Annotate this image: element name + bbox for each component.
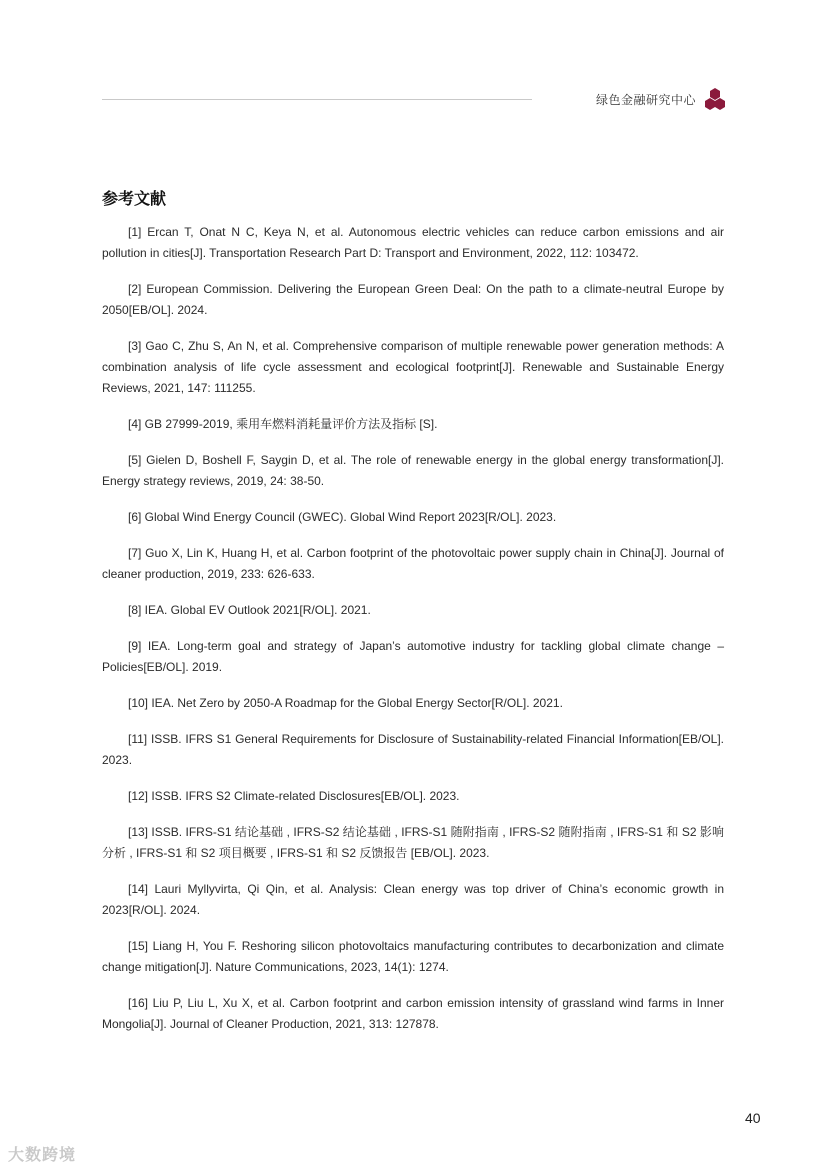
reference-item: [13] ISSB. IFRS-S1 结论基础 , IFRS-S2 结论基础 , IFRS-S1 随附指南 , IFRS-S2 随附指南 , IFRS-S1 和 S2 影响分析 , IFRS-S1 和 S2 项目概要 , IFRS-S1 和 S2 反馈报告 [EB/OL]. 2023. [102, 825, 724, 860]
reference-item: [11] ISSB. IFRS S1 General Requirements for Disclosure of Sustainability-related Financial Information[EB/OL]. 2023. [102, 732, 724, 767]
reference-item: [1] Ercan T, Onat N C, Keya N, et al. Autonomous electric vehicles can reduce carbon emissions and air pollution in cities[J]. Transportation Research Part D: Transport and Environment, 2022, 112: 103472. [102, 225, 724, 260]
org-name: 绿色金融研究中心 [596, 93, 697, 107]
watermark: 大数跨境 [8, 1147, 77, 1164]
reference-item: [14] Lauri Myllyvirta, Qi Qin, et al. Analysis: Clean energy was top driver of China’s economic growth in 2023[R/OL]. 2024. [102, 882, 724, 917]
reference-item: [7] Guo X, Lin K, Huang H, et al. Carbon footprint of the photovoltaic power supply chain in China[J]. Journal of cleaner production, 2019, 233: 626-633. [102, 546, 724, 581]
reference-item: [9] IEA. Long-term goal and strategy of Japan’s automotive industry for tackling global climate change – Policies[EB/OL]. 2019. [102, 639, 724, 674]
page-number: 40 [745, 1110, 761, 1126]
reference-item: [2] European Commission. Delivering the European Green Deal: On the path to a climate-neutral Europe by 2050[EB/OL]. 2024. [102, 282, 724, 317]
reference-item: [10] IEA. Net Zero by 2050-A Roadmap for the Global Energy Sector[R/OL]. 2021. [128, 696, 563, 710]
reference-item: [3] Gao C, Zhu S, An N, et al. Comprehensive comparison of multiple renewable power generation methods: A combination analysis of life cycle assessment and ecological footprint[J]. Renewable and Sustainable Energy Reviews, 2021, 147: 111255. [102, 339, 724, 395]
section-title: 参考文献 [102, 191, 167, 208]
reference-item: [12] ISSB. IFRS S2 Climate-related Disclosures[EB/OL]. 2023. [128, 789, 460, 803]
reference-item: [15] Liang H, You F. Reshoring silicon photovoltaics manufacturing contributes to decarbonization and climate change mitigation[J]. Nature Communications, 2023, 14(1): 1274. [102, 939, 724, 974]
reference-list [102, 222, 724, 1050]
reference-item: [8] IEA. Global EV Outlook 2021[R/OL]. 2021. [128, 603, 371, 617]
reference-item: [6] Global Wind Energy Council (GWEC). Global Wind Report 2023[R/OL]. 2023. [128, 510, 557, 524]
hexagon-cluster-icon [704, 87, 726, 113]
header-divider [102, 99, 532, 100]
reference-item: [5] Gielen D, Boshell F, Saygin D, et al. The role of renewable energy in the global energy transformation[J]. Energy strategy reviews, 2019, 24: 38-50. [102, 453, 724, 488]
reference-item: [16] Liu P, Liu L, Xu X, et al. Carbon footprint and carbon emission intensity of grassland wind farms in Inner Mongolia[J]. Journal of Cleaner Production, 2021, 313: 127878. [102, 996, 724, 1031]
reference-item: [4] GB 27999-2019, 乘用车燃料消耗量评价方法及指标 [S]. [128, 417, 438, 431]
